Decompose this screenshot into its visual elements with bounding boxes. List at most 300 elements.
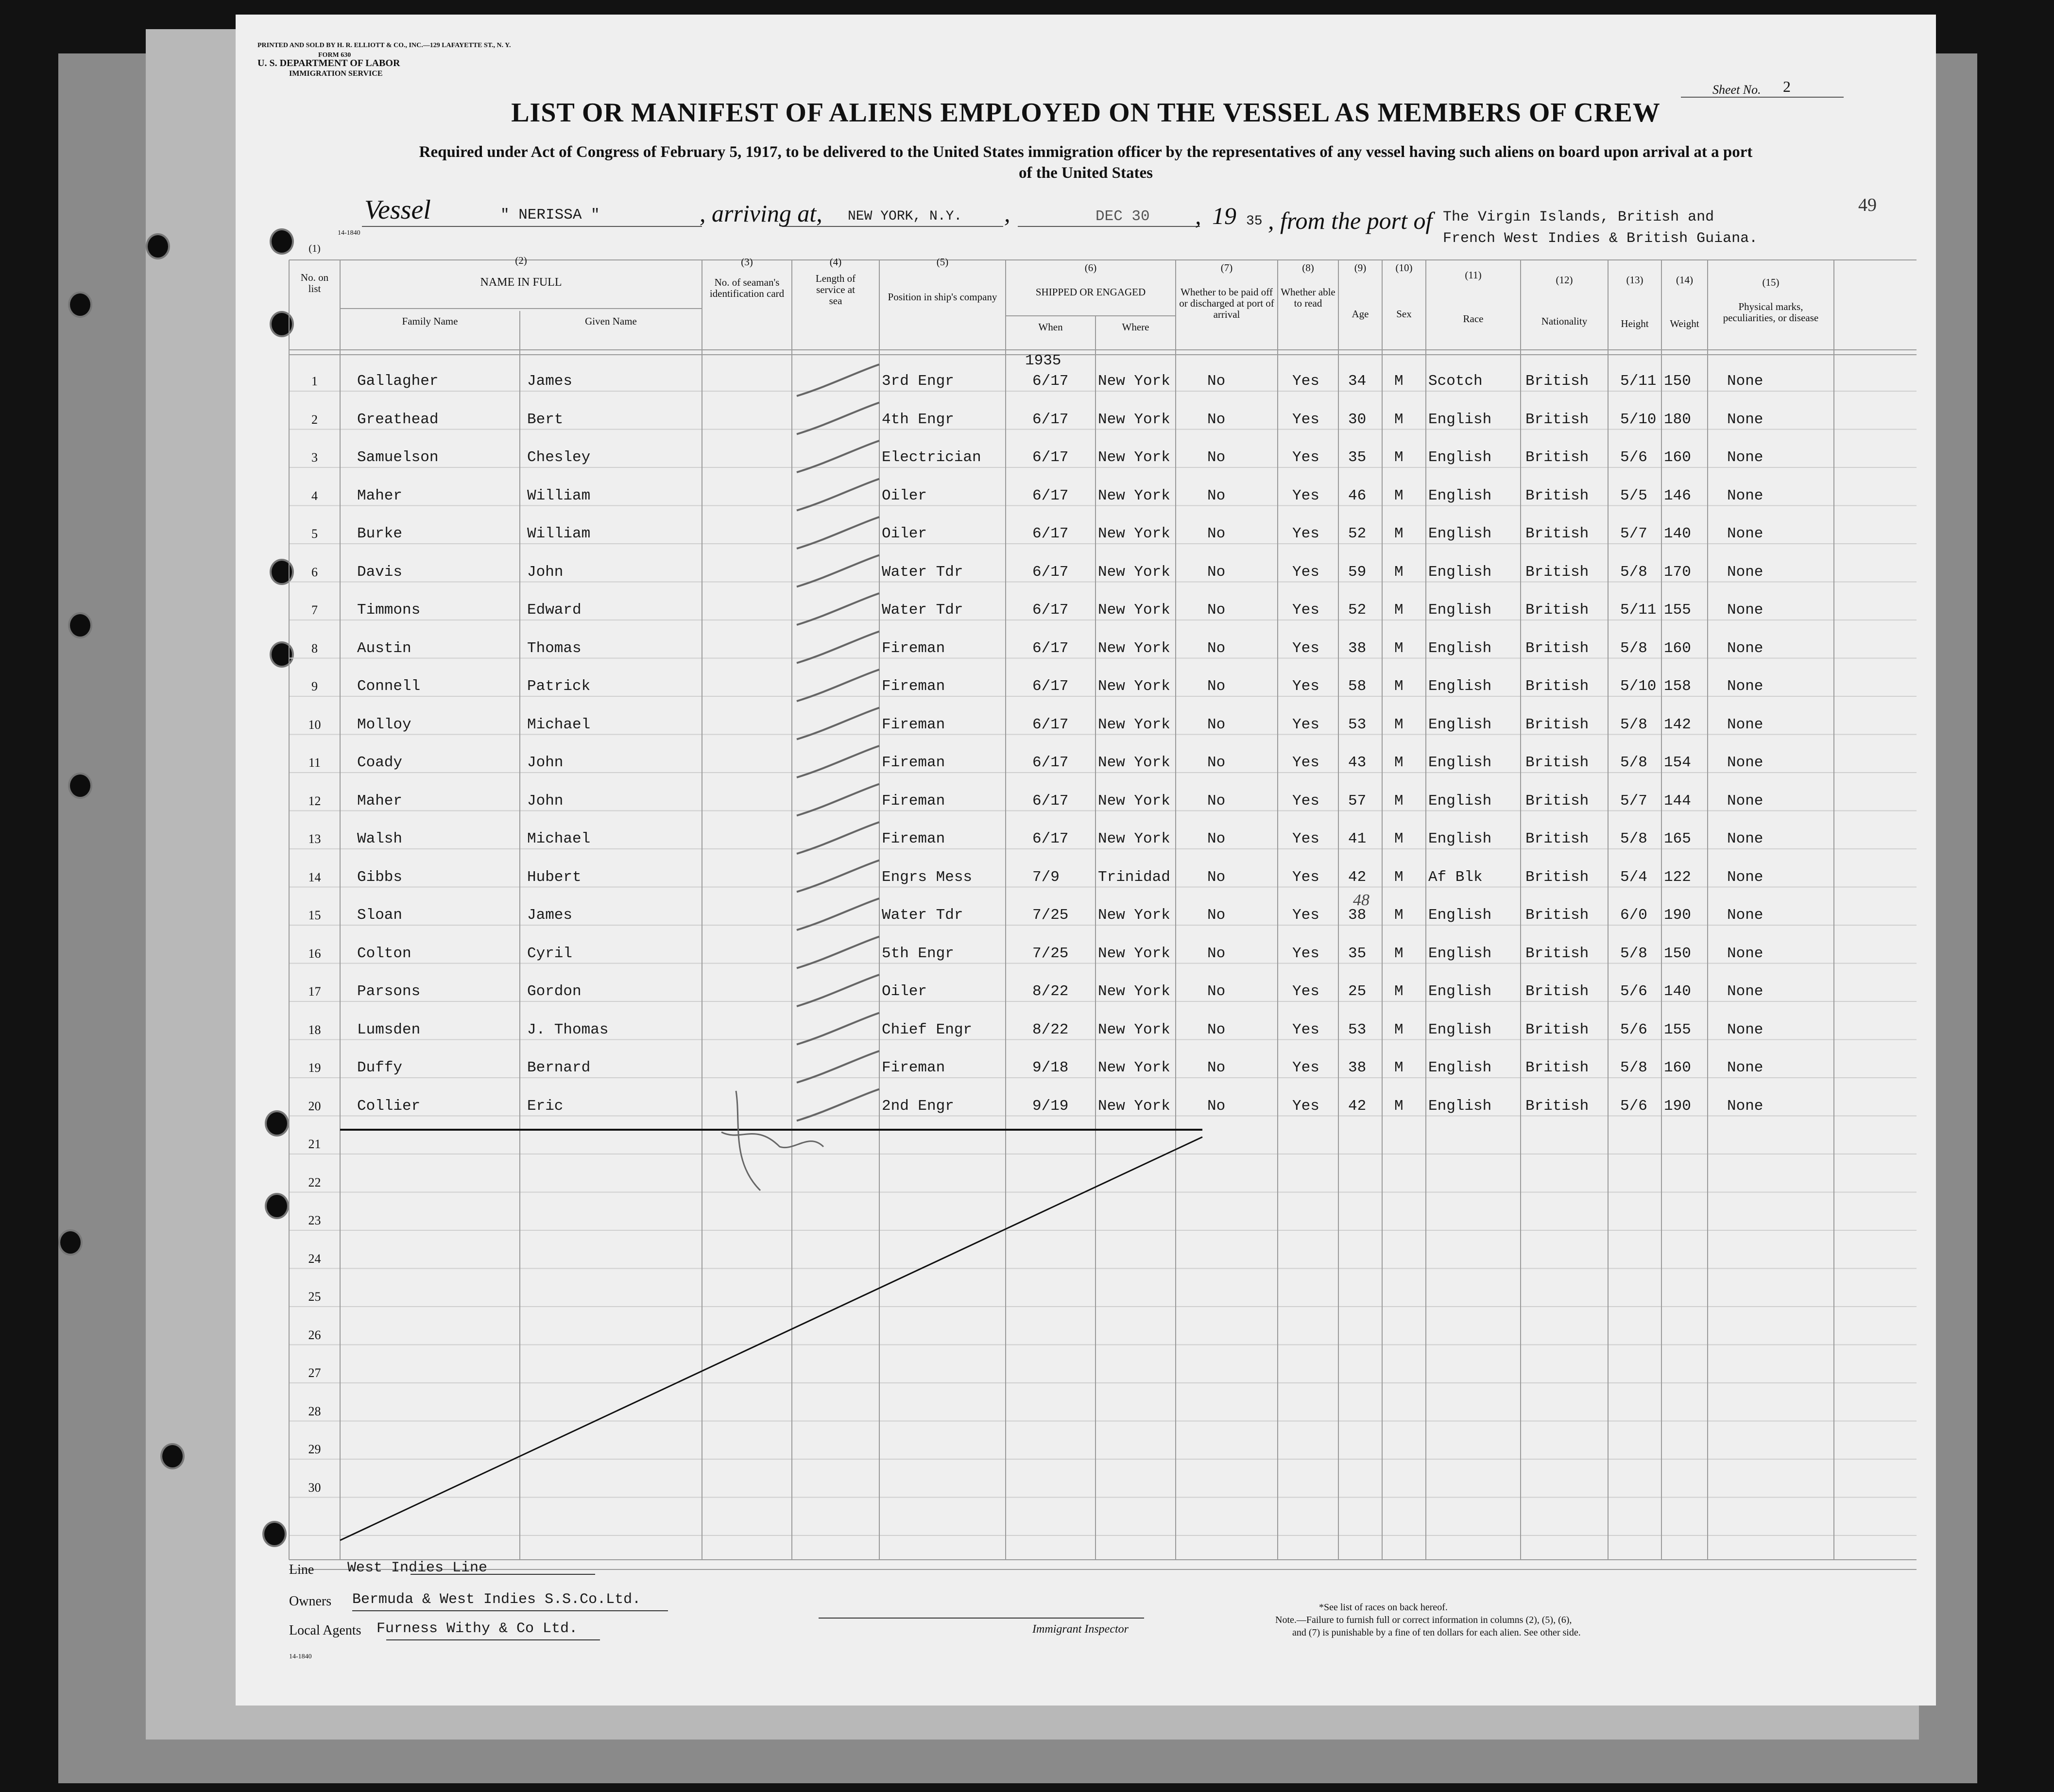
cell-paid: No (1207, 1097, 1226, 1115)
page-number: 49 (1858, 195, 1877, 215)
col-header-given-name: Given Name (585, 315, 637, 327)
cell-when: 6/17 (1032, 830, 1069, 847)
service: IMMIGRATION SERVICE (289, 69, 383, 78)
cell-given: Bert (527, 411, 564, 428)
cell-family: Collier (357, 1097, 421, 1115)
cell-given: John (527, 792, 564, 810)
cell-height: 5/8 (1620, 639, 1647, 657)
department: U. S. DEPARTMENT OF LABOR (257, 58, 400, 69)
cell-marks: None (1727, 411, 1763, 428)
cell-race: English (1428, 716, 1492, 733)
cell-given: James (527, 373, 573, 390)
cell-where: New York (1098, 907, 1170, 924)
cell-given: William (527, 487, 591, 504)
cell-marks: None (1727, 792, 1763, 810)
binder-hole (68, 773, 92, 799)
cell-paid: No (1207, 907, 1226, 924)
cell-where: New York (1098, 602, 1170, 619)
row-number: 29 (308, 1442, 321, 1456)
row-number: 30 (308, 1480, 321, 1495)
cell-marks: None (1727, 678, 1763, 695)
owners-label: Owners (289, 1594, 332, 1609)
cell-nationality: British (1525, 754, 1589, 771)
cell-race: English (1428, 1021, 1492, 1038)
cell-family: Molloy (357, 716, 411, 733)
cell-age: 52 (1348, 602, 1367, 619)
cell-read: Yes (1292, 754, 1319, 771)
cell-height: 5/6 (1620, 1097, 1647, 1115)
cell-position: Fireman (882, 678, 945, 695)
cell-when: 6/17 (1032, 754, 1069, 771)
cell-weight: 146 (1664, 487, 1691, 504)
cell-family: Coady (357, 754, 403, 771)
cell-age: 53 (1348, 716, 1367, 733)
row-number: 25 (308, 1290, 321, 1304)
cell-race: English (1428, 602, 1492, 619)
cell-race: English (1428, 487, 1492, 504)
cell-paid: No (1207, 983, 1226, 1000)
cell-race: English (1428, 945, 1492, 962)
cell-height: 5/7 (1620, 525, 1647, 542)
cell-race: English (1428, 639, 1492, 657)
cell-nationality: British (1525, 373, 1589, 390)
cell-read: Yes (1292, 373, 1319, 390)
row-number: 7 (311, 603, 318, 617)
cell-sex: M (1394, 602, 1404, 619)
cell-height: 5/8 (1620, 563, 1647, 581)
col-6-number: (6) (1084, 262, 1097, 274)
cell-height: 5/10 (1620, 411, 1657, 428)
row-number: 3 (311, 450, 318, 465)
cell-nationality: British (1525, 792, 1589, 810)
note-line-1: Note.—Failure to furnish full or correct information in columns (2), (5), (6), (1275, 1615, 1572, 1625)
arrival-date: DEC 30 (1095, 208, 1150, 225)
cell-paid: No (1207, 449, 1226, 466)
cell-paid: No (1207, 639, 1226, 657)
row-number: 8 (311, 641, 318, 655)
cell-nationality: British (1525, 678, 1589, 695)
cell-age: 25 (1348, 983, 1367, 1000)
row-number: 28 (308, 1404, 321, 1418)
cell-race: Af Blk (1428, 868, 1483, 886)
cell-sex: M (1394, 1059, 1404, 1076)
cell-height: 5/10 (1620, 678, 1657, 695)
cell-where: New York (1098, 830, 1170, 847)
cell-read: Yes (1292, 716, 1319, 733)
cell-marks: None (1727, 907, 1763, 924)
cell-weight: 144 (1664, 792, 1691, 810)
cell-age: 58 (1348, 678, 1367, 695)
form-number: FORM 630 (318, 52, 351, 59)
row-number: 5 (311, 527, 318, 541)
subtitle-line-1: Required under Act of Congress of February 5, 1917, to be delivered to the United States immigration officer by the representatives of any vessel having such aliens on board upon arrival at a port (419, 143, 1753, 161)
col-13-number: (13) (1626, 274, 1643, 286)
cell-position: Fireman (882, 1059, 945, 1076)
cell-family: Colton (357, 945, 411, 962)
cell-paid: No (1207, 830, 1226, 847)
cell-paid: No (1207, 1059, 1226, 1076)
cell-position: Water Tdr (882, 602, 963, 619)
cell-sex: M (1394, 1097, 1404, 1115)
binder-hole (68, 612, 92, 638)
cell-where: New York (1098, 411, 1170, 428)
row-number: 22 (308, 1175, 321, 1189)
cell-race: English (1428, 792, 1492, 810)
row-number: 13 (308, 832, 321, 846)
cell-position: 3rd Engr (882, 373, 954, 390)
cell-weight: 155 (1664, 1021, 1691, 1038)
binder-hole (68, 292, 92, 318)
cell-weight: 140 (1664, 983, 1691, 1000)
cell-read: Yes (1292, 907, 1319, 924)
row-number: 23 (308, 1213, 321, 1227)
cell-read: Yes (1292, 487, 1319, 504)
cell-sex: M (1394, 945, 1404, 962)
vessel-label: Vessel (364, 195, 431, 225)
cell-position: Fireman (882, 792, 945, 810)
cell-race: English (1428, 1059, 1492, 1076)
col-header-age: Age (1352, 308, 1369, 320)
cell-given: Eric (527, 1097, 564, 1115)
cell-when: 7/25 (1032, 945, 1069, 962)
agents-value: Furness Withy & Co Ltd. (377, 1620, 578, 1637)
row-number: 15 (308, 908, 321, 922)
col-15-number: (15) (1762, 276, 1780, 288)
cell-weight: 165 (1664, 830, 1691, 847)
cell-marks: None (1727, 639, 1763, 657)
cell-nationality: British (1525, 830, 1589, 847)
cell-age: 41 (1348, 830, 1367, 847)
cell-when: 6/17 (1032, 792, 1069, 810)
line-label: Line (289, 1562, 314, 1577)
cell-read: Yes (1292, 868, 1319, 886)
cell-read: Yes (1292, 678, 1319, 695)
cell-nationality: British (1525, 907, 1589, 924)
cell-position: Fireman (882, 639, 945, 657)
cell-position: Water Tdr (882, 563, 963, 581)
cell-sex: M (1394, 983, 1404, 1000)
sheet-label: Sheet No. (1712, 83, 1761, 97)
cell-height: 5/11 (1620, 373, 1657, 390)
cell-where: New York (1098, 525, 1170, 542)
arriving-port: NEW YORK, N.Y. (848, 209, 962, 224)
cell-read: Yes (1292, 1021, 1319, 1038)
cell-where: New York (1098, 1097, 1170, 1115)
cell-weight: 160 (1664, 449, 1691, 466)
cell-where: New York (1098, 449, 1170, 466)
cell-given: John (527, 563, 564, 581)
cell-paid: No (1207, 1021, 1226, 1038)
cell-when: 6/17 (1032, 716, 1069, 733)
comma: , (1004, 200, 1010, 227)
cell-given: Gordon (527, 983, 582, 1000)
cell-race: English (1428, 754, 1492, 771)
col-8-number: (8) (1302, 262, 1314, 274)
page-title: LIST OR MANIFEST OF ALIENS EMPLOYED ON THE VESSEL AS MEMBERS OF CREW (511, 98, 1660, 128)
cell-read: Yes (1292, 602, 1319, 619)
cell-given: Michael (527, 830, 591, 847)
cell-weight: 158 (1664, 678, 1691, 695)
cell-given: Edward (527, 602, 582, 619)
cell-family: Parsons (357, 983, 421, 1000)
cell-where: New York (1098, 639, 1170, 657)
cell-weight: 154 (1664, 754, 1691, 771)
col-4-number: (4) (829, 256, 842, 268)
col-14-number: (14) (1676, 274, 1693, 286)
from-label: , from the port of (1268, 207, 1433, 234)
cell-race: English (1428, 983, 1492, 1000)
cell-when: 8/22 (1032, 983, 1069, 1000)
cell-read: Yes (1292, 983, 1319, 1000)
cell-position: Oiler (882, 983, 927, 1000)
year-prefix: 19 (1212, 202, 1236, 229)
cell-given: Bernard (527, 1059, 591, 1076)
cell-race: English (1428, 449, 1492, 466)
cell-nationality: British (1525, 639, 1589, 657)
cell-marks: None (1727, 945, 1763, 962)
cell-nationality: British (1525, 868, 1589, 886)
cell-read: Yes (1292, 563, 1319, 581)
cell-position: Engrs Mess (882, 868, 973, 886)
cell-sex: M (1394, 792, 1404, 810)
cell-paid: No (1207, 487, 1226, 504)
row-number: 24 (308, 1251, 321, 1266)
cell-race: English (1428, 563, 1492, 581)
inspector-label: Immigrant Inspector (1032, 1623, 1129, 1636)
cell-marks: None (1727, 449, 1763, 466)
cell-paid: No (1207, 754, 1226, 771)
cell-height: 5/6 (1620, 983, 1647, 1000)
col-header-when: When (1038, 321, 1063, 333)
cell-where: New York (1098, 716, 1170, 733)
cell-when: 6/17 (1032, 563, 1069, 581)
cell-height: 5/7 (1620, 792, 1647, 810)
cell-family: Connell (357, 678, 421, 695)
col-10-number: (10) (1395, 262, 1413, 274)
cell-weight: 140 (1664, 525, 1691, 542)
col-11-number: (11) (1465, 269, 1482, 281)
owners-value: Bermuda & West Indies S.S.Co.Ltd. (352, 1591, 641, 1608)
binder-hole (146, 233, 170, 259)
cell-marks: None (1727, 754, 1763, 771)
cell-position: Oiler (882, 487, 927, 504)
cell-read: Yes (1292, 1059, 1319, 1076)
cell-read: Yes (1292, 830, 1319, 847)
form-code: 14-1840 (338, 229, 360, 237)
cell-race: English (1428, 411, 1492, 428)
cell-where: Trinidad (1098, 868, 1170, 886)
col-header-shipped: SHIPPED OR ENGAGED (1035, 286, 1146, 298)
cell-paid: No (1207, 602, 1226, 619)
cell-given: Cyril (527, 945, 573, 962)
cell-where: New York (1098, 563, 1170, 581)
cell-family: Burke (357, 525, 403, 542)
cell-where: New York (1098, 754, 1170, 771)
printer-line: PRINTED AND SOLD BY H. R. ELLIOTT & CO., INC.—129 LAFAYETTE ST., N. Y. (257, 42, 511, 49)
col-header-sex: Sex (1396, 308, 1412, 320)
cell-family: Austin (357, 639, 411, 657)
cell-when: 6/17 (1032, 373, 1069, 390)
cell-nationality: British (1525, 1021, 1589, 1038)
cell-sex: M (1394, 525, 1404, 542)
cell-family: Davis (357, 563, 403, 581)
cell-nationality: British (1525, 449, 1589, 466)
year-suffix: 35 (1246, 214, 1263, 229)
cell-sex: M (1394, 678, 1404, 695)
cell-position: Oiler (882, 525, 927, 542)
cell-weight: 170 (1664, 563, 1691, 581)
cell-age: 38 (1348, 907, 1367, 924)
cell-nationality: British (1525, 563, 1589, 581)
cell-given: James (527, 907, 573, 924)
cell-paid: No (1207, 868, 1226, 886)
cell-age: 34 (1348, 373, 1367, 390)
cell-where: New York (1098, 487, 1170, 504)
cell-family: Samuelson (357, 449, 439, 466)
cell-when: 6/17 (1032, 487, 1069, 504)
cell-age: 30 (1348, 411, 1367, 428)
col-header-where: Where (1122, 321, 1149, 333)
manifest-sheet (236, 15, 1936, 1706)
cell-sex: M (1394, 449, 1404, 466)
cell-sex: M (1394, 830, 1404, 847)
note-line-2: and (7) is punishable by a fine of ten dollars for each alien. See other side. (1292, 1627, 1581, 1638)
cell-paid: No (1207, 525, 1226, 542)
row-number: 4 (311, 488, 318, 503)
cell-family: Walsh (357, 830, 403, 847)
cell-when: 7/9 (1032, 868, 1060, 886)
cell-where: New York (1098, 1059, 1170, 1076)
cell-given: William (527, 525, 591, 542)
cell-height: 5/11 (1620, 602, 1657, 619)
binder-hole (58, 1229, 83, 1256)
cell-nationality: British (1525, 525, 1589, 542)
cell-given: Michael (527, 716, 591, 733)
cell-family: Maher (357, 487, 403, 504)
cell-paid: No (1207, 792, 1226, 810)
cell-sex: M (1394, 639, 1404, 657)
row-number: 11 (308, 756, 321, 770)
comma: , (1195, 202, 1201, 229)
row-number: 12 (308, 793, 321, 808)
cell-when: 6/17 (1032, 678, 1069, 695)
row-number: 19 (308, 1061, 321, 1075)
cell-when: 7/25 (1032, 907, 1069, 924)
cell-position: 2nd Engr (882, 1097, 954, 1115)
cell-marks: None (1727, 983, 1763, 1000)
cell-weight: 142 (1664, 716, 1691, 733)
cell-read: Yes (1292, 1097, 1319, 1115)
cell-sex: M (1394, 907, 1404, 924)
cell-marks: None (1727, 487, 1763, 504)
row-number: 6 (311, 565, 318, 579)
cell-where: New York (1098, 373, 1170, 390)
cell-weight: 150 (1664, 373, 1691, 390)
cell-where: New York (1098, 1021, 1170, 1038)
cell-race: English (1428, 678, 1492, 695)
cell-read: Yes (1292, 411, 1319, 428)
col-header-position: Position in ship's company (888, 291, 997, 303)
binder-hole (160, 1443, 185, 1469)
cell-marks: None (1727, 563, 1763, 581)
cell-marks: None (1727, 716, 1763, 733)
cell-when: 6/17 (1032, 411, 1069, 428)
col-2-number: (2) (515, 255, 527, 266)
cell-height: 5/8 (1620, 945, 1647, 962)
cell-height: 5/6 (1620, 449, 1647, 466)
cell-nationality: British (1525, 983, 1589, 1000)
col-header-no: No. on list (300, 272, 329, 294)
cell-age: 35 (1348, 945, 1367, 962)
col-5-number: (5) (936, 256, 949, 268)
cell-weight: 160 (1664, 639, 1691, 657)
col-header-read: Whether able to read (1281, 286, 1335, 309)
cell-family: Gibbs (357, 868, 403, 886)
cell-age: 59 (1348, 563, 1367, 581)
cell-paid: No (1207, 945, 1226, 962)
col-header-service: Length of service at sea (815, 273, 856, 307)
cell-family: Sloan (357, 907, 403, 924)
cell-nationality: British (1525, 1097, 1589, 1115)
cell-weight: 190 (1664, 1097, 1691, 1115)
cell-height: 5/8 (1620, 716, 1647, 733)
year-shipped: 1935 (1025, 352, 1061, 369)
row-number: 21 (308, 1137, 321, 1151)
cell-family: Maher (357, 792, 403, 810)
cell-height: 5/5 (1620, 487, 1647, 504)
cell-age: 52 (1348, 525, 1367, 542)
cell-sex: M (1394, 868, 1404, 886)
col-header-height: Height (1621, 318, 1649, 329)
cell-where: New York (1098, 792, 1170, 810)
cell-where: New York (1098, 945, 1170, 962)
cell-height: 5/8 (1620, 754, 1647, 771)
cell-age: 57 (1348, 792, 1367, 810)
cell-given: Chesley (527, 449, 591, 466)
cell-weight: 150 (1664, 945, 1691, 962)
cell-nationality: British (1525, 602, 1589, 619)
cell-position: Electrician (882, 449, 981, 466)
cell-race: English (1428, 1097, 1492, 1115)
cell-age: 53 (1348, 1021, 1367, 1038)
cell-weight: 190 (1664, 907, 1691, 924)
cell-height: 5/4 (1620, 868, 1647, 886)
cell-read: Yes (1292, 792, 1319, 810)
cell-marks: None (1727, 602, 1763, 619)
cell-height: 5/8 (1620, 1059, 1647, 1076)
cell-position: Chief Engr (882, 1021, 973, 1038)
row-number: 26 (308, 1327, 321, 1342)
row-number: 16 (308, 946, 321, 961)
col-header-family-name: Family Name (402, 315, 458, 327)
cell-family: Greathead (357, 411, 439, 428)
cell-when: 6/17 (1032, 602, 1069, 619)
row-number: 17 (308, 984, 321, 999)
cell-height: 5/8 (1620, 830, 1647, 847)
cell-marks: None (1727, 1021, 1763, 1038)
col-7-number: (7) (1220, 262, 1233, 274)
agents-label: Local Agents (289, 1623, 361, 1638)
cell-race: English (1428, 907, 1492, 924)
row-number: 10 (308, 717, 321, 732)
cell-marks: None (1727, 1059, 1763, 1076)
row-number: 9 (311, 679, 318, 693)
cell-read: Yes (1292, 525, 1319, 542)
cell-when: 6/17 (1032, 639, 1069, 657)
cell-sex: M (1394, 487, 1404, 504)
row-number: 14 (308, 870, 321, 884)
row-number: 1 (311, 374, 318, 388)
